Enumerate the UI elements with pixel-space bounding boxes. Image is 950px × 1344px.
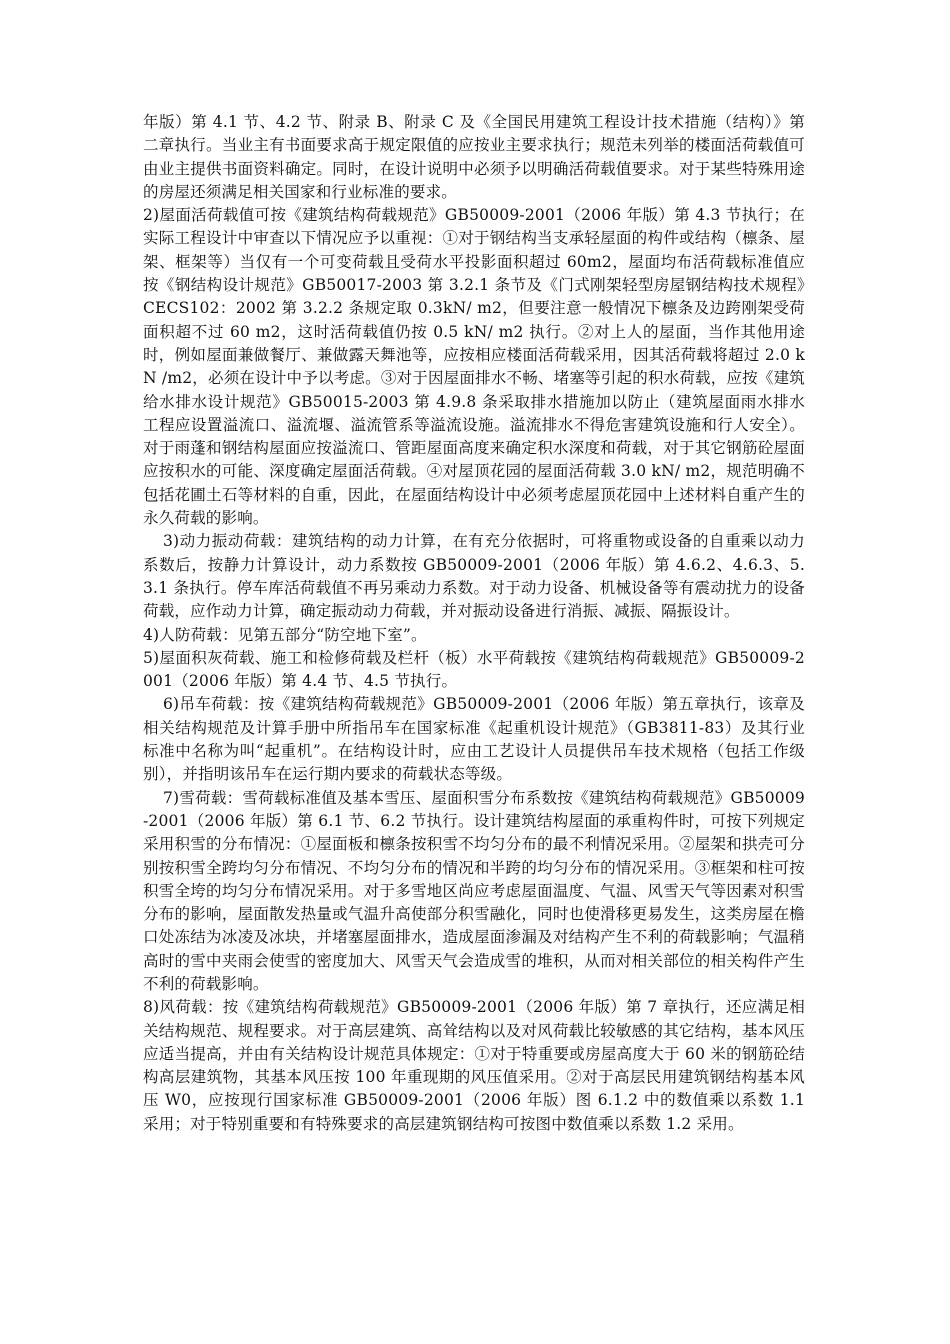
paragraph-crane-load: 6)吊车荷载：按《建筑结构荷载规范》GB50009-2001（2006 年版）第五章执行，该章及相关结构规范及计算手册中所指吊车在国家标准《起重机设计规范》（GB3811-83）及其行业标准中名称为叫“起重机”。在结构设计时，应由工艺设计人员提供吊车技术规格（包括工作级别），并指明该吊车在运行期内要求的荷载状态等级。 xyxy=(143,695,805,784)
paragraph-floor-live-load-continued: 年版）第 4.1 节、4.2 节、附录 B、附录 C 及《全国民用建筑工程设计技术措施（结构）》第二章执行。当业主有书面要求高于规定限值的应按业主要求执行；规范未列举的楼面活荷载值可由业主提供书面资料确定。同时，在设计说明中必须予以明确活荷载值要求。对于某些特殊用途的房屋还须满足相关国家和行业标准的要求。 xyxy=(143,113,805,201)
paragraph-civil-defense-load: 4)人防荷载：见第五部分“防空地下室”。 xyxy=(143,625,427,644)
paragraph-roof-live-load: 2)屋面活荷载值可按《建筑结构荷载规范》GB50009-2001（2006 年版）第 4.3 节执行；在实际工程设计中审查以下情况应予以重视：①对于钢结构当支承轻屋面的构件或结构（檩条、屋架、框架等）当仅有一个可变荷载且受荷水平投影面积超过 60m2，屋面均布活荷载标准值应按《钢结构设计规范》GB50017-2003 第 3.2.1 条节及《门式刚架轻型房屋钢结构技术规程》CECS102：2002 第 3.2.2 条规定取 0.3kN/ m2，但要注意一般情况下檩条及边跨刚架受荷面积超不过 60 m2，这时活荷载值仍按 0.5 kN/ m2 执行。②对上人的屋面，当作其他用途时，例如屋面兼做餐厅、兼做露天舞池等，应按相应楼面活荷载采用，因其活荷载将超过 2.0 kN /m2，必须在设计中予以考虑。③对于因屋面排水不畅、堵塞等引起的积水荷载，应按《建筑给水排水设计规范》GB50015-2003 第 4.9.8 条采取排水措施加以防止（建筑屋面雨水排水工程应设置溢流口、溢流堰、溢流管系等溢流设施。溢流排水不得危害建筑设施和行人安全）。对于雨蓬和钢结构屋面应按溢流口、管距屋面高度来确定积水深度和荷载，对于其它钢筋砼屋面应按积水的可能、深度确定屋面活荷载。④对屋顶花园的屋面活荷载 3.0 kN/ m2，规范明确不包括花圃土石等材料的自重，因此，在屋面结构设计中必须考虑屋顶花园中上述材料自重产生的永久荷载的影响。 xyxy=(143,206,805,528)
document-body xyxy=(143,111,805,1136)
paragraph-dynamic-vibration-load: 3)动力振动荷载：建筑结构的动力计算，在有充分依据时，可将重物或设备的自重乘以动力系数后，按静力计算设计，动力系数按 GB50009-2001（2006 年版）第 4.6.2、4.6.3、5.3.1 条执行。停车库活荷载值不再另乘动力系数。对于动力设备、机械设备等有震动扰力的设备荷载，应作动力计算，确定振动动力荷载，并对振动设备进行消振、减振、隔振设计。 xyxy=(143,532,805,621)
paragraph-snow-load: 7)雪荷载：雪荷载标准值及基本雪压、屋面积雪分布系数按《建筑结构荷载规范》GB50009-2001（2006 年版）第 6.1 节、6.2 节执行。设计建筑结构屋面的承重构件时，可按下列规定采用积雪的分布情况：①屋面板和檩条按积雪不均匀分布的最不利情况采用。②屋架和拱壳可分别按积雪全跨均匀分布情况、不均匀分布的情况和半跨的均匀分布的情况采用。③框架和柱可按积雪全垮的均匀分布情况采用。对于多雪地区尚应考虑屋面温度、气温、风雪天气等因素对积雪分布的影响，屋面散发热量或气温升高使部分积雪融化，同时也使滑移更易发生，这类房屋在檐口处冻结为冰凌及冰块，并堵塞屋面排水，造成屋面渗漏及对结构产生不利的荷载影响；气温稍高时的雪中夹雨会使雪的密度加大、风雪天气会造成雪的堆积，从而对相关部位的相关构件产生不利的荷载影响。 xyxy=(143,788,805,993)
paragraph-roof-ash-construction-load: 5)屋面积灰荷载、施工和检修荷载及栏杆（板）水平荷载按《建筑结构荷载规范》GB50009-2001（2006 年版）第 4.4 节、4.5 节执行。 xyxy=(143,648,805,691)
paragraph-wind-load: 8)风荷载：按《建筑结构荷载规范》GB50009-2001（2006 年版）第 7 章执行，还应满足相关结构规范、规程要求。对于高层建筑、高耸结构以及对风荷载比较敏感的其它结构，基本风压应适当提高，并由有关结构设计规范具体规定：①对于特重要或房屋高度大于 60 米的钢筋砼结构高层建筑物，其基本风压按 100 年重现期的风压值采用。②对于高层民用建筑钢结构基本风压 W0，应按现行国家标准 GB50009-2001（2006 年版）图 6.1.2 中的数值乘以系数 1.1 采用；对于特别重要和有特殊要求的高层建筑钢结构可按图中数值乘以系数 1.2 采用。 xyxy=(143,998,805,1133)
